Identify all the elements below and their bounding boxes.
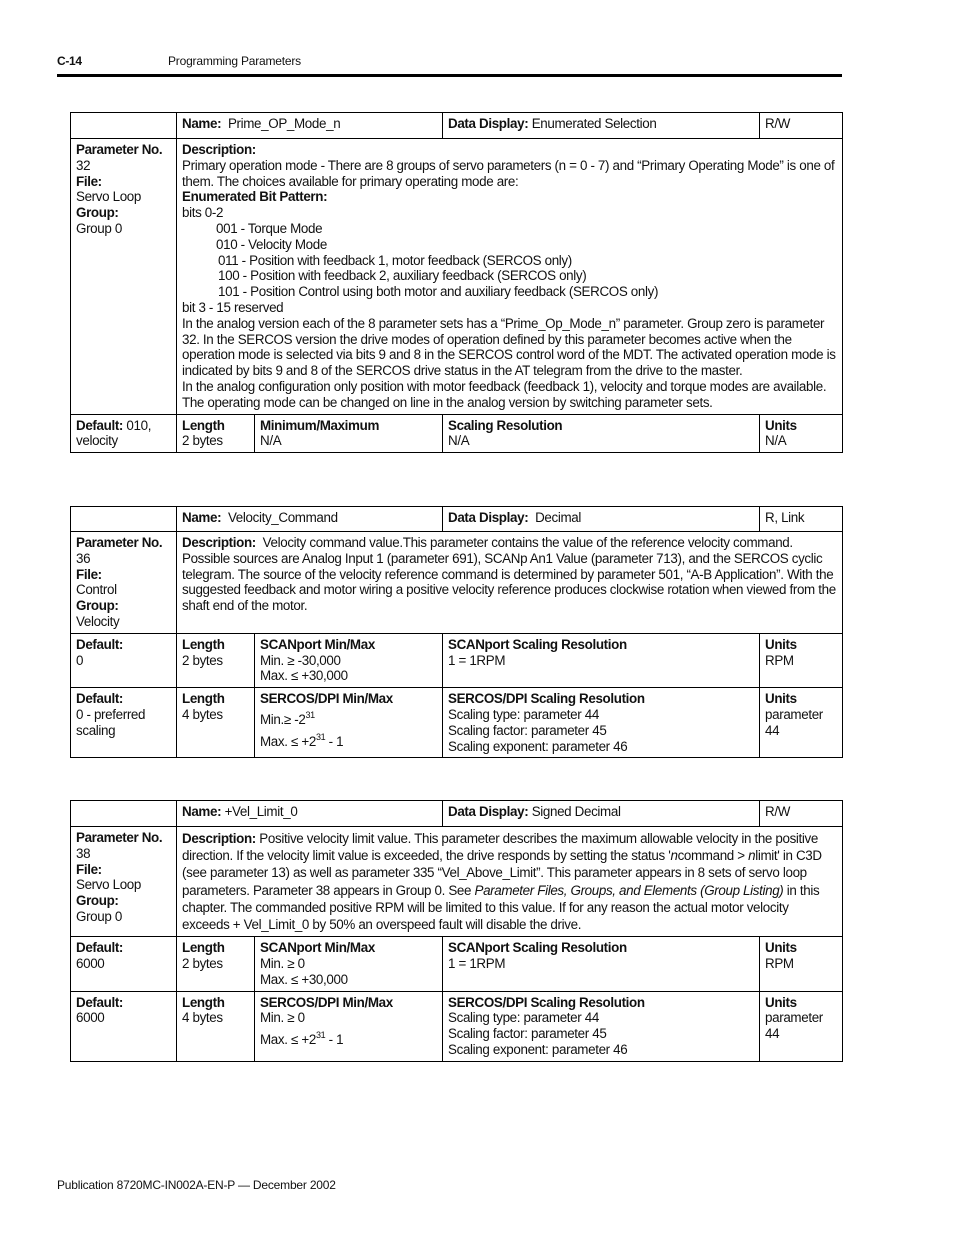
data-display-value: Decimal xyxy=(535,510,581,525)
length-cell: Length 2 bytes xyxy=(177,633,255,687)
default-value: 0 xyxy=(76,652,84,668)
units-cell: Units parameter 44 xyxy=(760,688,843,758)
page-footer: Publication 8720MC-IN002A-EN-P — December 2002 xyxy=(57,1178,336,1192)
scaling-cell: SCANport Scaling Resolution 1 = 1RPM xyxy=(443,633,760,687)
section-title: Programming Parameters xyxy=(168,54,301,68)
description-cell: Description: Primary operation mode - There are 8 groups of servo parameters (n = 0 - 7) and “Primary Operating Mode” is one of them. The choices available for primary operating mode are: Enumerated Bit Pattern: bits 0-2 001 - Torque Mode 010 - Velocity Mode 011 - Position with feedback 1, motor feedback (SERCOS only) 100 - Position with feedback 2, auxiliary feedback (SERCOS only) 101 - Position Control using both motor and auxiliary feedback (SERCOS only) bit 3 - 15 reserved In the analog version each of the 8 parameter sets has a “Prime_Op_Mode_n” parameter. Group zero is parameter 32. In the SERCOS version the drive modes of operation defined by this parameter becomes active when the operation mode is selected via bits 9 and 8 in the SERCOS control word of the MDT. The activated operation mode is indicated by bits 9 and 8 of the SERCOS drive status in the AT telegram from the drive to the master. In the analog configuration only position with motor feedback (feedback 1), velocity and torque modes are available. The operating mode can be changed on line in the analog version by switching parameter sets. xyxy=(177,139,843,415)
scaling-cell: Scaling Resolution N/A xyxy=(443,414,760,453)
default-cell: Default: 6000 xyxy=(71,937,177,991)
description-paragraph: In the analog configuration only position with motor feedback (feedback 1), velocity and torque modes are available. The operating mode can be changed on line in the analog version by switching parameter sets. xyxy=(182,378,827,410)
parameter-info-cell: Parameter No. 38 File: Servo Loop Group: Group 0 xyxy=(71,827,177,937)
scaling-cell: SERCOS/DPI Scaling Resolution Scaling type: parameter 44 Scaling factor: parameter 45 Scaling exponent: parameter 46 xyxy=(443,688,760,758)
description-paragraph: In the analog version each of the 8 parameter sets has a “Prime_Op_Mode_n” parameter. Group zero is parameter 32. In the SERCOS version the drive modes of operation defined by this parameter becomes active when the operation mode is selected via bits 9 and 8 in the SERCOS control word of the MDT. The activated operation mode is indicated by bits 9 and 8 of the SERCOS drive status in the AT telegram from the drive to the master. xyxy=(182,315,836,379)
page-header xyxy=(57,52,842,74)
default-value: 0 - preferred scaling xyxy=(76,706,146,738)
minmax-cell: Minimum/Maximum N/A xyxy=(255,414,443,453)
minmax-cell: SERCOS/DPI Min/Max Min. ≥ 0 Max. ≤ $+2^{31} - 1$ xyxy=(255,991,443,1061)
blank-cell xyxy=(71,113,177,139)
length-cell: Length 4 bytes xyxy=(177,991,255,1061)
units-cell: Units RPM xyxy=(760,937,843,991)
scaling-cell: SCANport Scaling Resolution 1 = 1RPM xyxy=(443,937,760,991)
name-cell: Name: Prime_OP_Mode_n xyxy=(177,113,443,139)
default-cell: Default: 010, velocity xyxy=(71,414,177,453)
default-cell: Default: 6000 xyxy=(71,991,177,1061)
parameter-group: Group 0 xyxy=(76,220,122,236)
enum-item: 101 - Position Control using both motor and auxiliary feedback (SERCOS only) xyxy=(218,284,659,300)
default-cell: Default: 0 xyxy=(71,633,177,687)
name-cell: Name: Velocity_Command xyxy=(177,507,443,532)
data-display-value: Enumerated Selection xyxy=(531,116,657,131)
blank-cell xyxy=(71,801,177,827)
units-cell: Units RPM xyxy=(760,633,843,687)
default-value: 6000 xyxy=(76,1010,105,1026)
default-value: 010, velocity xyxy=(76,417,152,449)
parameter-group: Group 0 xyxy=(76,908,122,924)
parameter-number: 36 xyxy=(76,550,91,566)
units-cell: Units parameter 44 xyxy=(760,991,843,1061)
parameter-table-38 xyxy=(70,800,843,1062)
minmax-cell: SCANport Min/Max Min. ≥ 0 Max. ≤ +30,000 xyxy=(255,937,443,991)
header-rule xyxy=(57,74,842,77)
enum-item: 001 - Torque Mode xyxy=(216,220,323,236)
access-cell: R, Link xyxy=(760,507,843,532)
scaling-cell: SERCOS/DPI Scaling Resolution Scaling type: parameter 44 Scaling factor: parameter 45 Scaling exponent: parameter 46 xyxy=(443,991,760,1061)
parameter-group: Velocity xyxy=(76,613,120,629)
parameter-number: 38 xyxy=(76,845,91,861)
data-display-cell: Data Display: Signed Decimal xyxy=(443,801,760,827)
default-value: 6000 xyxy=(76,956,105,972)
description-text: Velocity command value.This parameter contains the value of the reference velocity command. Possible sources are Analog Input 1 (parameter 691), SCANp An1 Value (parameter 713), and the SERCOS cyclic telegram. The source of the velocity reference command is determined by parameter 501, “A-B Application”. With the suggested feedback and motor wiring a positive velocity reference produces clockwise rotation when viewed from the shaft end of the motor. xyxy=(182,535,836,614)
parameter-info-cell: Parameter No. 36 File: Control Group: Velocity xyxy=(71,532,177,634)
enum-item: 011 - Position with feedback 1, motor feedback (SERCOS only) xyxy=(218,252,572,268)
parameter-name: +Vel_Limit_0 xyxy=(224,804,298,819)
description-cell: Description: Positive velocity limit value. This parameter describes the maximum allowable velocity in the positive direction. If the velocity limit value is exceeded, the drive responds by setting the status 'ncommand > nlimit' in C3D (see parameter 13) as well as parameter 335 “Vel_Above_Limit”. This parameter appears in 8 sets of servo loop parameters. Parameter 38 appears in Group 0. See Parameter Files, Groups, and Elements (Group Listing) in this chapter. The commanded positive RPM will be limited to this value. If for any reason the actual motor velocity exceeds + Vel_Limit_0 by 50% an overspeed fault will disable the drive. xyxy=(177,827,843,937)
enum-item: 010 - Velocity Mode xyxy=(216,236,327,252)
parameter-file: Control xyxy=(76,582,117,598)
units-cell: Units N/A xyxy=(760,414,843,453)
parameter-name: Prime_OP_Mode_n xyxy=(227,116,341,131)
data-display-value: Signed Decimal xyxy=(531,804,621,819)
default-cell: Default: 0 - preferred scaling xyxy=(71,688,177,758)
description-text: Primary operation mode - There are 8 groups of servo parameters (n = 0 - 7) and “Primary Operating Mode” is one of them. The choices available for primary operating mode are: xyxy=(182,157,835,189)
access-cell: R/W xyxy=(760,113,843,139)
data-display-cell: Data Display: Decimal xyxy=(443,507,760,532)
parameter-file: Servo Loop xyxy=(76,189,141,205)
blank-cell xyxy=(71,507,177,532)
parameter-table-36 xyxy=(70,506,843,758)
description-cell: Description: Velocity command value.This parameter contains the value of the reference velocity command. Possible sources are Analog Input 1 (parameter 691), SCANp An1 Value (parameter 713), and the SERCOS cyclic telegram. The source of the velocity reference command is determined by parameter 501, “A-B Application”. With the suggested feedback and motor wiring a positive velocity reference produces clockwise rotation when viewed from the shaft end of the motor. xyxy=(177,532,843,634)
access-cell: R/W xyxy=(760,801,843,827)
name-cell: Name: +Vel_Limit_0 xyxy=(177,801,443,827)
data-display-cell: Data Display: Enumerated Selection xyxy=(443,113,760,139)
parameter-file: Servo Loop xyxy=(76,877,141,893)
length-cell: Length 2 bytes xyxy=(177,937,255,991)
cross-reference: Parameter Files, Groups, and Elements (Group Listing) xyxy=(474,882,784,898)
parameter-name: Velocity_Command xyxy=(227,510,338,525)
parameter-info-cell: Parameter No. 32 File: Servo Loop Group: Group 0 xyxy=(71,139,177,415)
parameter-number: 32 xyxy=(76,157,91,173)
length-cell: Length 4 bytes xyxy=(177,688,255,758)
parameter-table-32 xyxy=(70,112,843,453)
page-number: C-14 xyxy=(57,54,82,68)
minmax-cell: SERCOS/DPI Min/Max $Min.\ge -2^{31}$ Max. ≤ $+2^{31} - 1$ xyxy=(255,688,443,758)
length-cell: Length 2 bytes xyxy=(177,414,255,453)
minmax-cell: SCANport Min/Max Min. ≥ -30,000 Max. ≤ +30,000 xyxy=(255,633,443,687)
enum-item: 100 - Position with feedback 2, auxiliary feedback (SERCOS only) xyxy=(218,268,587,284)
